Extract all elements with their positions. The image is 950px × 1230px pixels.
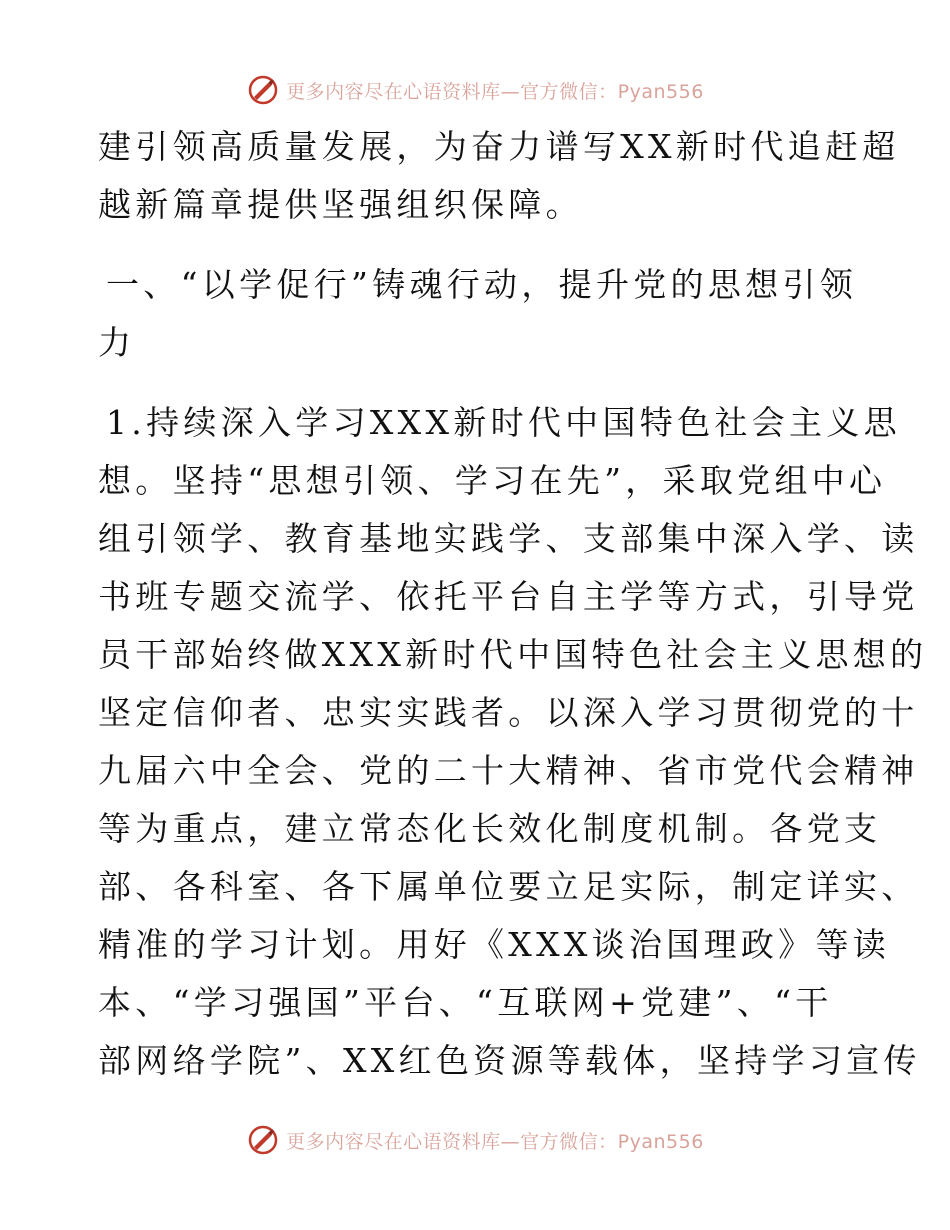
text-line: 建引领高质量发展，为奋力谱写XX新时代追赶超 bbox=[98, 127, 900, 166]
pen-logo-icon bbox=[246, 73, 280, 107]
footer-watermark bbox=[0, 1120, 950, 1160]
heading-line: 力 bbox=[98, 323, 136, 362]
heading-line: 一、“以学促行”铸魂行动，提升党的思想引领 bbox=[106, 265, 858, 304]
text-line: 部网络学院”、XX红色资源等载体，坚持学习宣传 bbox=[98, 1041, 921, 1080]
paragraph-intro bbox=[98, 118, 900, 234]
text-line: 组引领学、教育基地实践学、支部集中深入学、读 bbox=[98, 519, 919, 558]
text-line: 坚定信仰者、忠实实践者。以深入学习贯彻党的十 bbox=[98, 693, 919, 732]
header-watermark bbox=[0, 70, 950, 110]
document-body bbox=[98, 118, 928, 1090]
text-line: 精准的学习计划。用好《XXX谈治国理政》等读 bbox=[98, 925, 891, 964]
text-line: 想。坚持“思想引领、学习在先”，采取党组中心 bbox=[98, 461, 887, 500]
text-line: 等为重点，建立常态化长效化制度机制。各党支 bbox=[98, 809, 882, 848]
watermark-text: 更多内容尽在心语资料库—官方微信：Pyan556 bbox=[286, 80, 704, 103]
watermark-text: 更多内容尽在心语资料库—官方微信：Pyan556 bbox=[286, 1130, 704, 1153]
text-line: 1.持续深入学习XXX新时代中国特色社会主义思 bbox=[106, 403, 901, 442]
pen-logo-icon bbox=[246, 1123, 280, 1157]
text-line: 九届六中全会、党的二十大精神、省市党代会精神 bbox=[98, 751, 919, 790]
text-line: 越新篇章提供坚强组织保障。 bbox=[98, 185, 583, 224]
text-line: 部、各科室、各下属单位要立足实际，制定详实、 bbox=[98, 867, 919, 906]
paragraph-item-1 bbox=[98, 394, 928, 1090]
text-line: 本、“学习强国”平台、“互联网+党建”、“干 bbox=[98, 983, 833, 1022]
text-line: 书班专题交流学、依托平台自主学等方式，引导党 bbox=[98, 577, 919, 616]
text-line: 员干部始终做XXX新时代中国特色社会主义思想的 bbox=[98, 635, 928, 674]
section-heading bbox=[98, 256, 858, 372]
